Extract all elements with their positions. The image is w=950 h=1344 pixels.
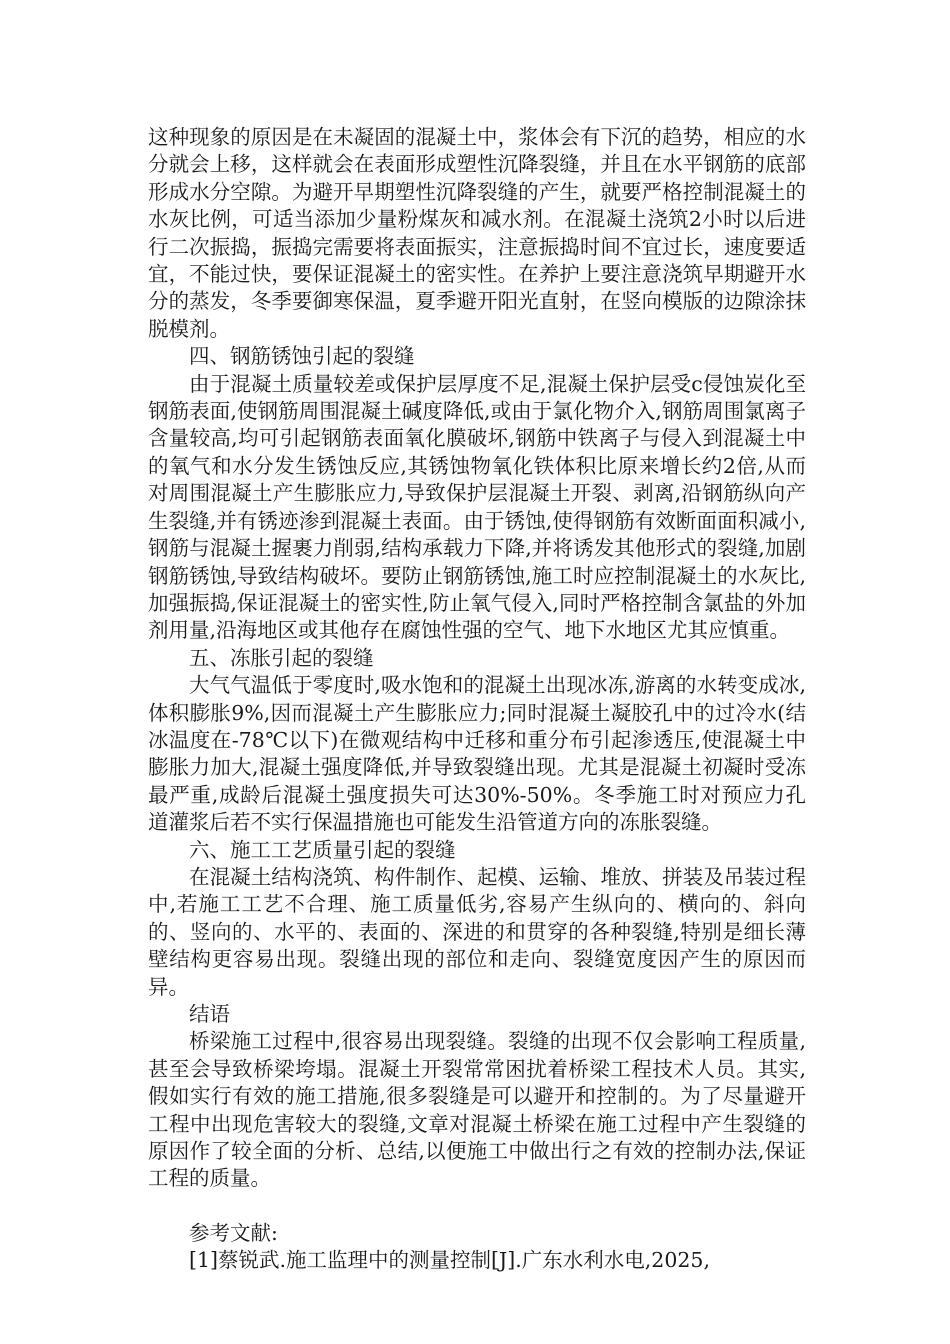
body-paragraph-frost-heave: 大气气温低于零度时,吸水饱和的混凝土出现冰冻,游离的水转变成冰,体积膨胀9%,因而混凝土产生膨胀应力;同时混凝土凝胶孔中的过冷水(结冰温度在-78℃以下)在微观结构中迁移和重分布引起渗透压,使混凝土中膨胀力加大,混凝土强度降低,并导致裂缝出现。尤其是混凝土初凝时受冻最严重,成龄后混凝土强度损失可达30%-50%。冬季施工时对预应力孔道灌浆后若不实行保温措施也可能发生沿管道方向的冻胀裂缝。 bbox=[148, 673, 806, 835]
section-heading-frost-heave: 五、冻胀引起的裂缝 bbox=[189, 645, 374, 670]
body-paragraph-construction-quality: 在混凝土结构浇筑、构件制作、起模、运输、堆放、拼装及吊装过程中,若施工工艺不合理、施工质量低劣,容易产生纵向的、横向的、斜向的、竖向的、水平的、表面的、深进的和贯穿的各种裂缝,特别是细长薄壁结构更容易出现。裂缝出现的部位和走向、裂缝宽度因产生的原因而异。 bbox=[148, 864, 806, 999]
section-heading-rebar-corrosion: 四、钢筋锈蚀引起的裂缝 bbox=[189, 344, 415, 369]
reference-item: [1]蔡锐武.施工监理中的测量控制[J].广东水利水电,2025, bbox=[189, 1248, 710, 1273]
body-paragraph-conclusion: 桥梁施工过程中,很容易出现裂缝。裂缝的出现不仅会影响工程质量,甚至会导致桥梁垮塌。混凝土开裂常常困扰着桥梁工程技术人员。其实,假如实行有效的施工措施,很多裂缝是可以避开和控制的。为了尽量避开工程中出现危害较大的裂缝,文章对混凝土桥梁在施工过程中产生裂缝的原因作了较全面的分析、总结,以便施工中做出行之有效的控制办法,保证工程的质量。 bbox=[148, 1029, 806, 1191]
body-paragraph-continuation: 这种现象的原因是在未凝固的混凝土中，浆体会有下沉的趋势，相应的水分就会上移，这样就会在表面形成塑性沉降裂缝，并且在水平钢筋的底部形成水分空隙。为避开早期塑性沉降裂缝的产生，就要严格控制混凝土的水灰比例，可适当添加少量粉煤灰和减水剂。在混凝土浇筑2小时以后进行二次振捣，振捣完需要将表面振实，注意振捣时间不宜过长，速度要适宜，不能过快，要保证混凝土的密实性。在养护上要注意浇筑早期避开水分的蒸发，冬季要御寒保温，夏季避开阳光直射，在竖向模版的边隙涂抹脱模剂。 bbox=[148, 125, 806, 341]
section-heading-conclusion: 结语 bbox=[189, 1002, 230, 1026]
body-paragraph-rebar-corrosion: 由于混凝土质量较差或保护层厚度不足,混凝土保护层受c侵蚀炭化至钢筋表面,使钢筋周围混凝土碱度降低,或由于氯化物介入,钢筋周围氯离子含量较高,均可引起钢筋表面氧化膜破坏,钢筋中铁离子与侵入到混凝土中的氧气和水分发生锈蚀反应,其锈蚀物氧化铁体积比原来增长约2倍,从而对周围混凝土产生膨胀应力,导致保护层混凝土开裂、剥离,沿钢筋纵向产生裂缝,并有锈迹渗到混凝土表面。由于锈蚀,使得钢筋有效断面面积减小,钢筋与混凝土握裹力削弱,结构承载力下降,并将诱发其他形式的裂缝,加剧钢筋锈蚀,导致结构破坏。要防止钢筋锈蚀,施工时应控制混凝土的水灰比,加强振捣,保证混凝土的密实性,防止氧气侵入,同时严格控制含氯盐的外加剂用量,沿海地区或其他存在腐蚀性强的空气、地下水地区尤其应慎重。 bbox=[148, 371, 806, 643]
references-title: 参考文献: bbox=[189, 1220, 278, 1245]
document-body bbox=[148, 124, 806, 1275]
section-heading-construction-quality: 六、施工工艺质量引起的裂缝 bbox=[189, 837, 456, 862]
